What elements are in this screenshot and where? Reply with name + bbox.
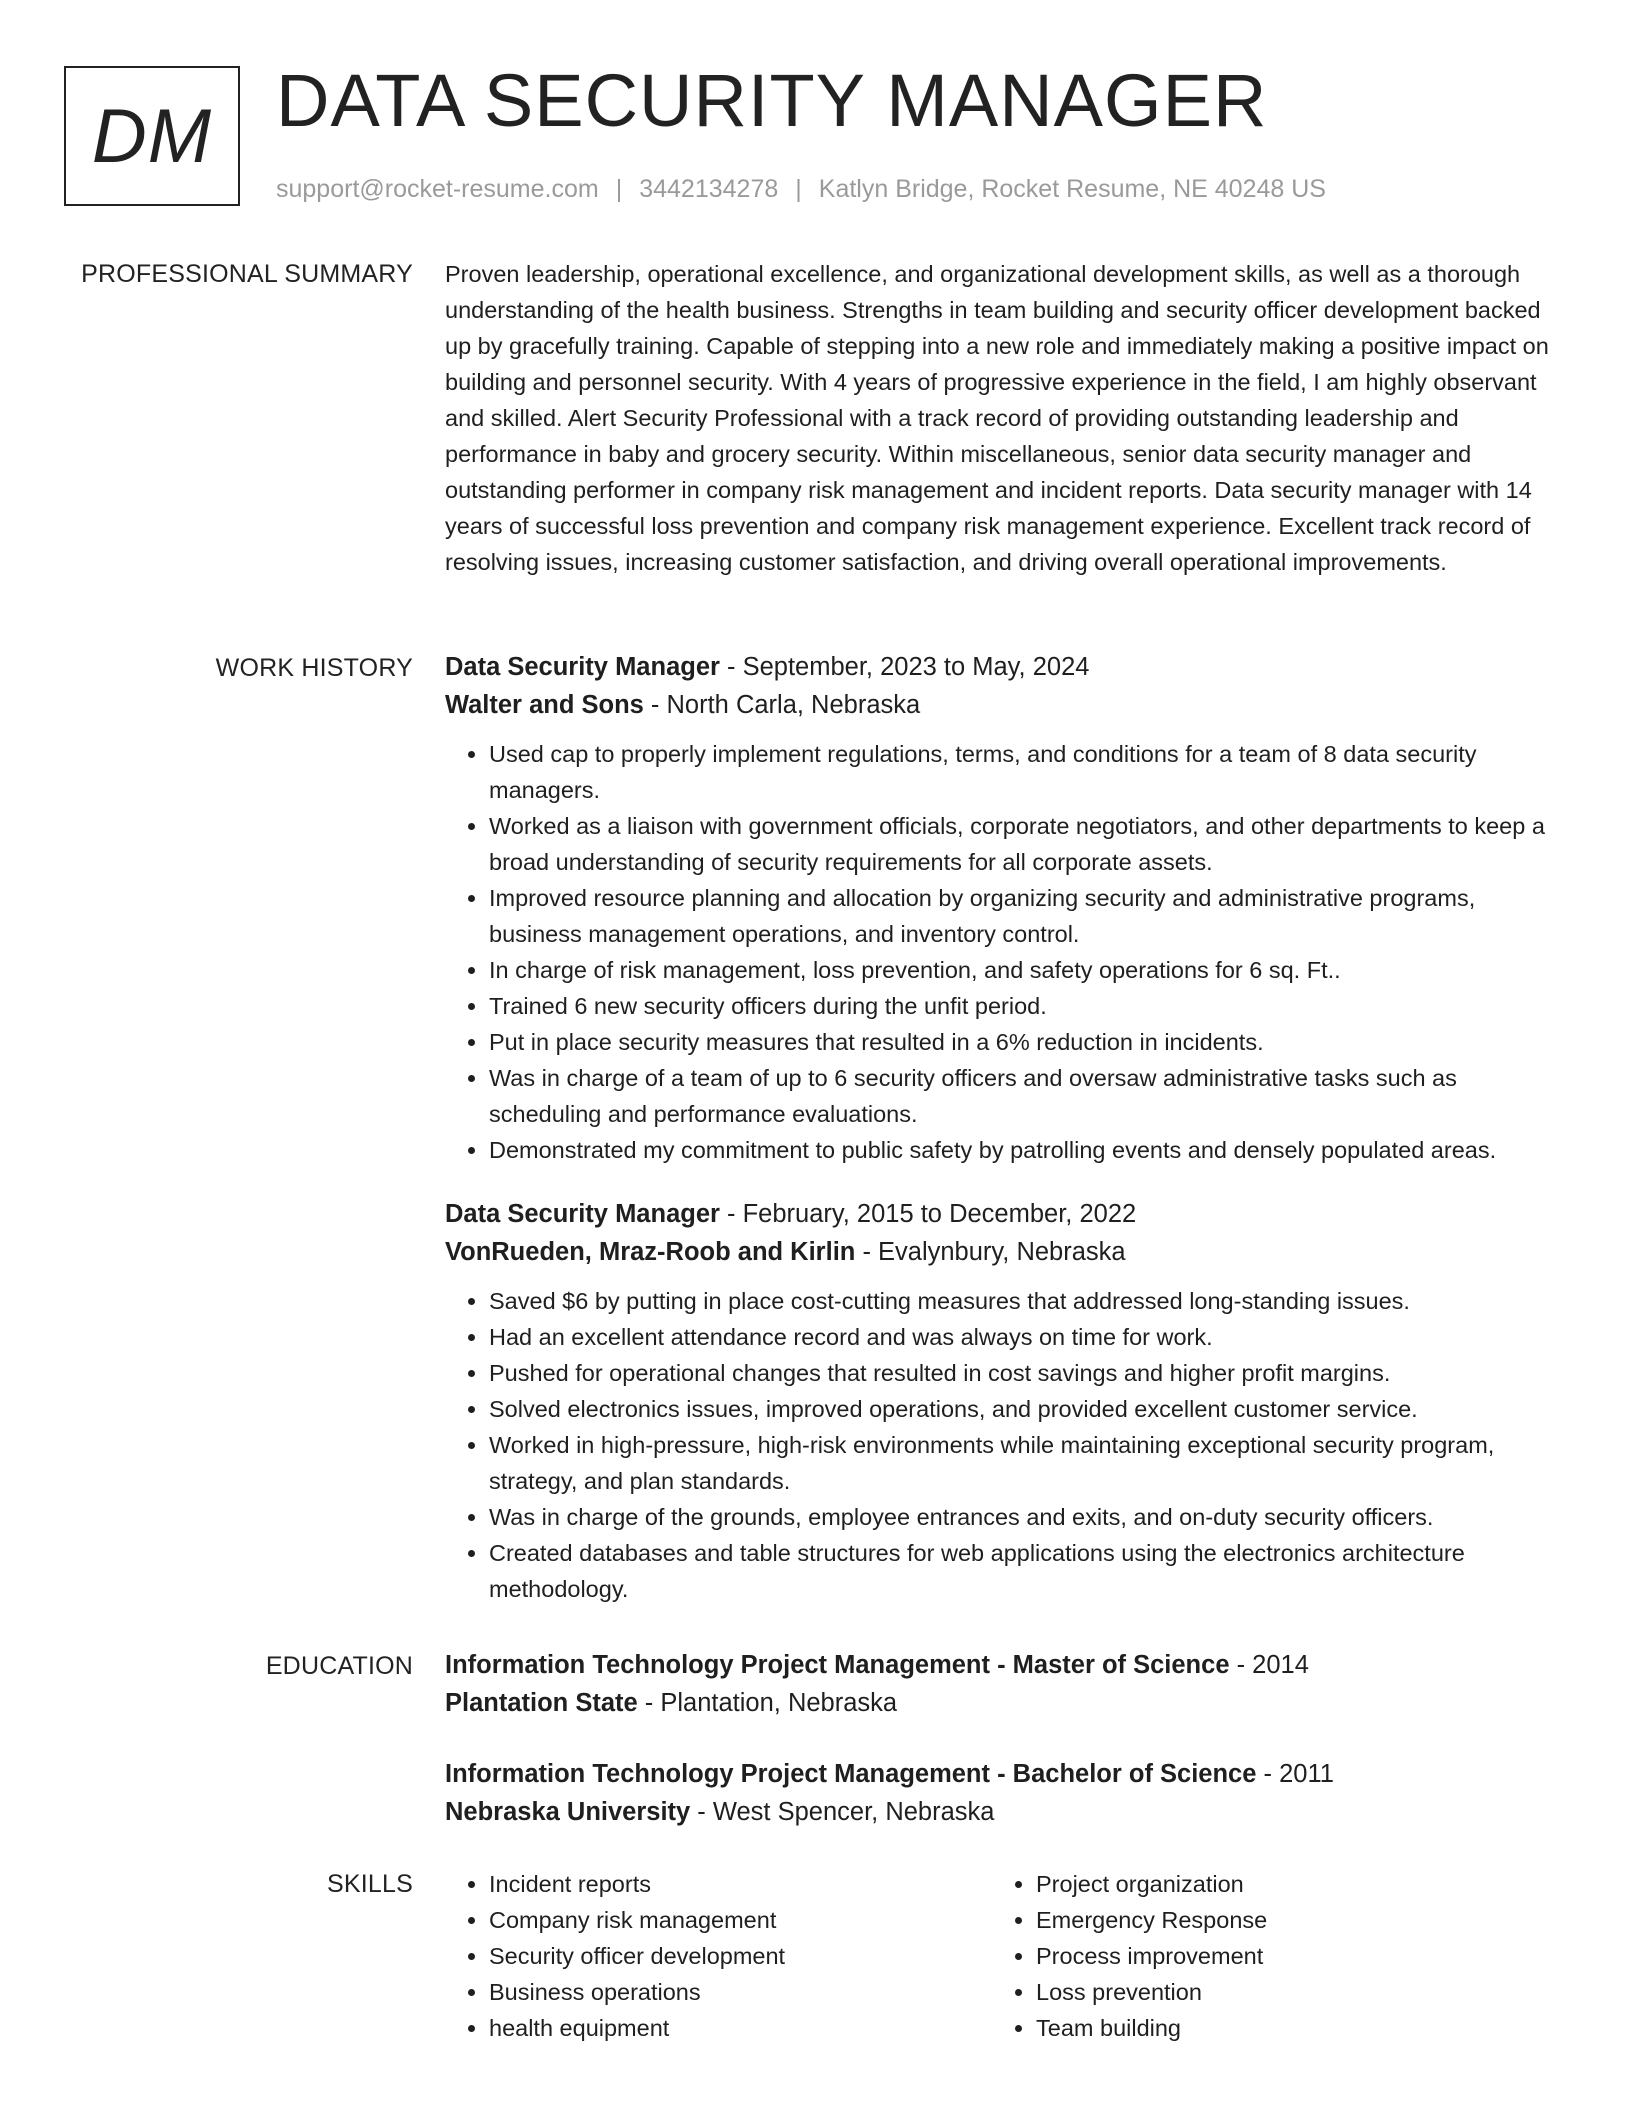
monogram-initials: DM	[64, 66, 240, 206]
job-entry	[445, 648, 1560, 1168]
job-entry	[445, 1195, 1560, 1607]
job-company: VonRueden, Mraz-Roob and Kirlin	[445, 1238, 856, 1266]
list-item: • Team building	[1036, 2010, 1539, 2046]
list-item: • Incident reports	[489, 1866, 992, 1902]
education-degree-line	[445, 1755, 1560, 1793]
list-item: • In charge of risk management, loss prevention, and safety operations for 6 sq. Ft..	[489, 952, 1560, 988]
list-item: • Had an excellent attendance record and was always on time for work.	[489, 1319, 1560, 1355]
education-degree: Information Technology Project Management - Bachelor of Science	[445, 1760, 1257, 1788]
section-label-skills: SKILLS	[327, 1870, 413, 1898]
skills-columns	[445, 1866, 1560, 2046]
list-item: • Used cap to properly implement regulations, terms, and conditions for a team of 8 data security managers.	[489, 736, 1560, 808]
list-item: • Trained 6 new security officers during the unfit period.	[489, 988, 1560, 1024]
contact-line	[276, 174, 1326, 204]
list-item: • Worked as a liaison with government officials, corporate negotiators, and other departments to keep a broad understanding of security requirements for all corporate assets.	[489, 808, 1560, 880]
section-label-education: EDUCATION	[265, 1652, 413, 1680]
list-item: • Improved resource planning and allocation by organizing security and administrative programs, business management operations, and inventory control.	[489, 880, 1560, 952]
section-label-summary: PROFESSIONAL SUMMARY	[81, 260, 413, 288]
education-school-line	[445, 1793, 1560, 1831]
list-item: • Loss prevention	[1036, 1974, 1539, 2010]
job-dates: - February, 2015 to December, 2022	[719, 1200, 1137, 1228]
list-item: • Pushed for operational changes that resulted in cost savings and higher profit margins.	[489, 1355, 1560, 1391]
job-bullets	[445, 736, 1560, 1168]
list-item: • Project organization	[1036, 1866, 1539, 1902]
contact-separator: |	[615, 175, 623, 203]
job-company-line	[445, 1233, 1560, 1271]
list-item: • Business operations	[489, 1974, 992, 2010]
skills-list-right	[992, 1866, 1539, 2046]
contact-email: support@rocket-resume.com	[276, 175, 599, 203]
skills-list-left	[445, 1866, 992, 2046]
education-year: - 2014	[1229, 1651, 1309, 1679]
list-item: • Worked in high-pressure, high-risk environments while maintaining exceptional security program, strategy, and plan standards.	[489, 1427, 1560, 1499]
job-bullets	[445, 1283, 1560, 1607]
education-year: - 2011	[1256, 1760, 1334, 1788]
education-entry	[445, 1755, 1560, 1831]
list-item: • Created databases and table structures for web applications using the electronics architecture methodology.	[489, 1535, 1560, 1607]
education-school: Nebraska University	[445, 1798, 691, 1826]
education-location: - Plantation, Nebraska	[637, 1689, 898, 1717]
education-degree: Information Technology Project Management - Master of Science	[445, 1651, 1230, 1679]
job-title: Data Security Manager	[445, 653, 720, 681]
list-item: • Solved electronics issues, improved operations, and provided excellent customer service.	[489, 1391, 1560, 1427]
list-item: • Was in charge of the grounds, employee entrances and exits, and on-duty security officers.	[489, 1499, 1560, 1535]
contact-separator: |	[795, 175, 802, 203]
contact-phone: 3442134278	[639, 175, 779, 203]
page-title: DATA SECURITY MANAGER	[276, 59, 1268, 142]
list-item: • Company risk management	[489, 1902, 992, 1938]
education-entry	[445, 1646, 1560, 1722]
list-item: • health equipment	[489, 2010, 992, 2046]
job-title: Data Security Manager	[445, 1200, 720, 1228]
job-company-line	[445, 686, 1560, 724]
list-item: • Emergency Response	[1036, 1902, 1539, 1938]
contact-address: Katlyn Bridge, Rocket Resume, NE 40248 US	[818, 175, 1326, 203]
job-title-line	[445, 1195, 1560, 1233]
summary-text: Proven leadership, operational excellence, and organizational development skills, as well as a thorough understanding of the health business. Strengths in team building and security officer development backed up by gracefully training. Capable of stepping into a new role and immediately making a positive impact on building and personnel security. With 4 years of progressive experience in the field, I am highly observant and skilled. Alert Security Professional with a track record of providing outstanding leadership and performance in baby and grocery security. Within miscellaneous, senior data security manager and outstanding performer in company risk management and incident reports. Data security manager with 14 years of successful loss prevention and company risk management experience. Excellent track record of resolving issues, increasing customer satisfaction, and driving overall operational improvements.	[445, 261, 1549, 575]
education-school-line	[445, 1684, 1560, 1722]
list-item: • Was in charge of a team of up to 6 security officers and oversaw administrative tasks such as scheduling and performance evaluations.	[489, 1060, 1560, 1132]
list-item: • Demonstrated my commitment to public safety by patrolling events and densely populated areas.	[489, 1132, 1560, 1168]
education-degree-line	[445, 1646, 1560, 1684]
job-company: Walter and Sons	[445, 691, 644, 719]
education-location: - West Spencer, Nebraska	[690, 1798, 995, 1826]
list-item: • Saved $6 by putting in place cost-cutting measures that addressed long-standing issues.	[489, 1283, 1560, 1319]
job-dates: - September, 2023 to May, 2024	[719, 653, 1090, 681]
list-item: • Put in place security measures that resulted in a 6% reduction in incidents.	[489, 1024, 1560, 1060]
section-label-work-history: WORK HISTORY	[215, 654, 413, 682]
job-title-line	[445, 648, 1560, 686]
job-location: - Evalynbury, Nebraska	[855, 1238, 1126, 1266]
list-item: • Security officer development	[489, 1938, 992, 1974]
list-item: • Process improvement	[1036, 1938, 1539, 1974]
education-school: Plantation State	[445, 1689, 638, 1717]
job-location: - North Carla, Nebraska	[643, 691, 921, 719]
